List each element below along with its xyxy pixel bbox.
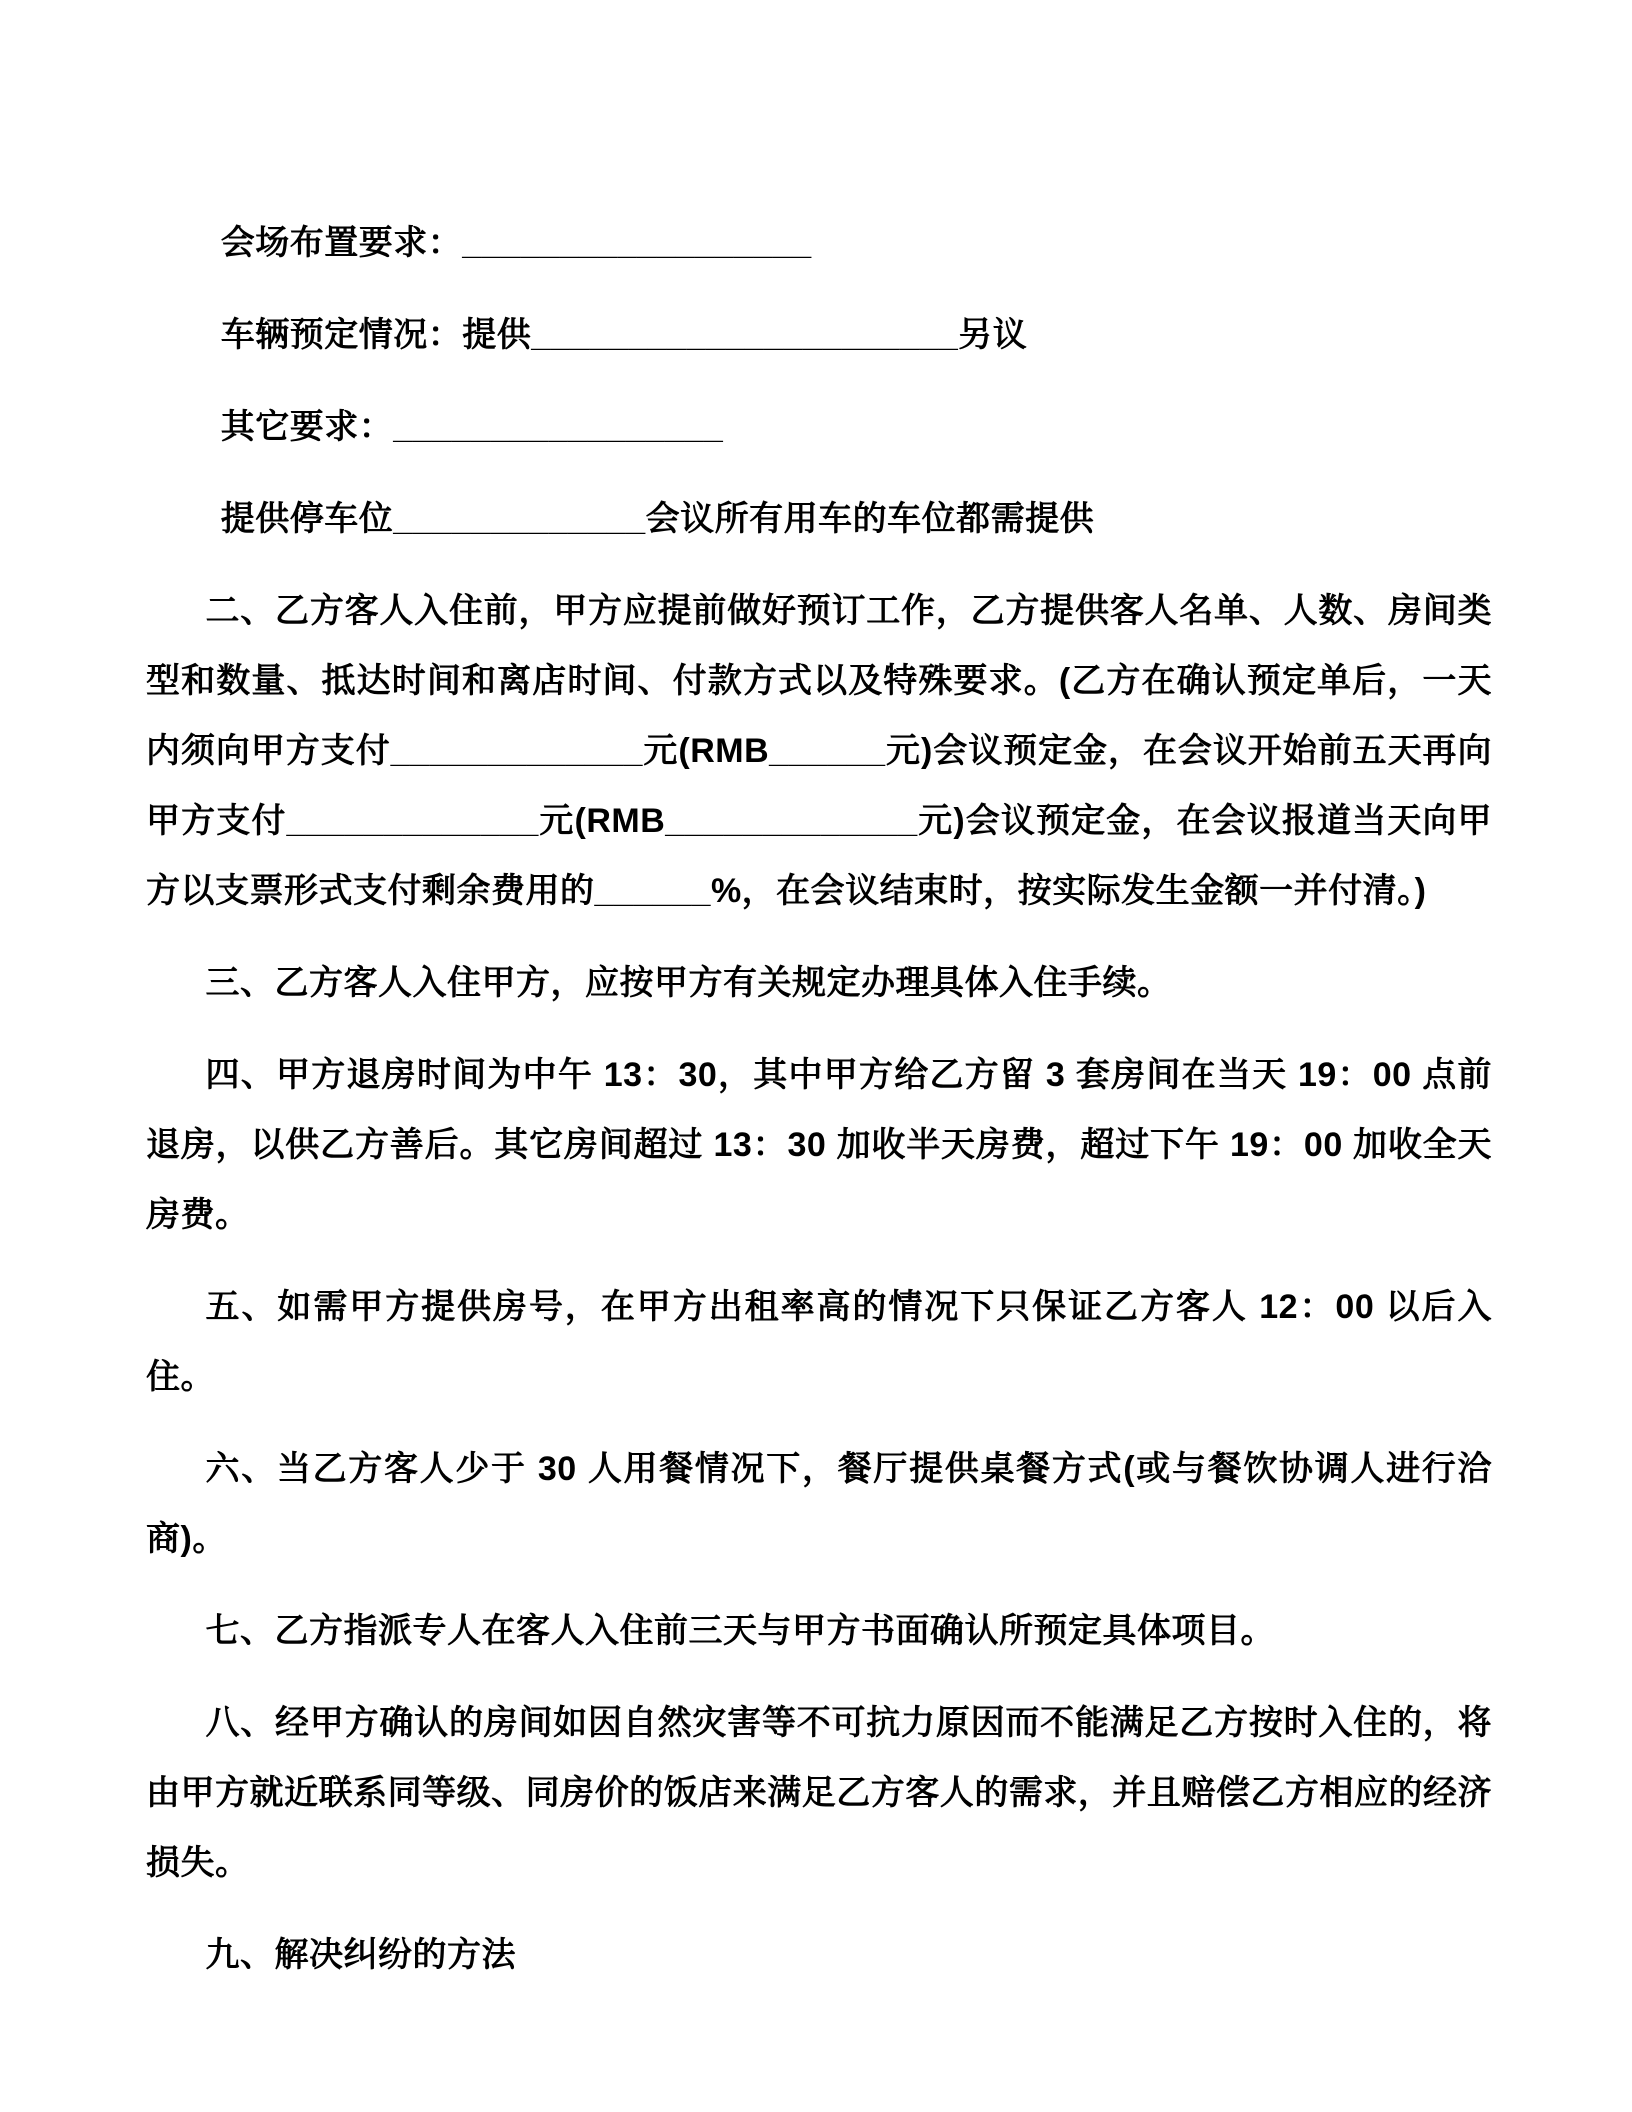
clause-9-dispute-resolution: 九、解决纠纷的方法 [205,1936,516,1974]
clause-5-room-number: 五、如需甲方提供房号，在甲方出租率高的情况下只保证乙方客人 12：00 以后入住。 [146,1288,1492,1396]
clause-6-dining: 六、当乙方客人少于 30 人用餐情况下，餐厅提供桌餐方式(或与餐饮协调人进行洽商)。 [146,1450,1492,1558]
fill-line-parking: 提供停车位_____________会议所有用车的车位都需提供 [220,500,1095,538]
document-content [146,208,1492,2012]
fill-line-other-requirements: 其它要求：_________________ [220,408,724,446]
clause-3-checkin-procedure: 三、乙方客人入住甲方，应按甲方有关规定办理具体入住手续。 [205,964,1172,1002]
clause-2-booking-deposit: 二、乙方客人入住前，甲方应提前做好预订工作，乙方提供客人名单、人数、房间类型和数量、抵达时间和离店时间、付款方式以及特殊要求。(乙方在确认预定单后，一天内须向甲方支付_____________元(RMB______元)会议预定金，在会议开始前五天再向甲方支付_____________元(RMB_____________元)会议预定金，在会议报道当天向甲方以支票形式支付剩余费用的______%，在会议结束时，按实际发生金额一并付清。) [146,592,1492,910]
clause-8-force-majeure: 八、经甲方确认的房间如因自然灾害等不可抗力原因而不能满足乙方按时入住的，将由甲方就近联系同等级、同房价的饭店来满足乙方客人的需求，并且赔偿乙方相应的经济损失。 [146,1704,1492,1882]
clause-7-written-confirmation: 七、乙方指派专人在客人入住前三天与甲方书面确认所预定具体项目。 [205,1612,1275,1650]
fill-line-vehicle-booking: 车辆预定情况：提供______________________另议 [220,316,1028,354]
clause-4-checkout-time: 四、甲方退房时间为中午 13：30，其中甲方给乙方留 3 套房间在当天 19：00 点前退房，以供乙方善后。其它房间超过 13：30 加收半天房费，超过下午 19：00 加收全天房费。 [146,1056,1492,1234]
fill-line-venue-setup: 会场布置要求：__________________ [220,224,812,262]
